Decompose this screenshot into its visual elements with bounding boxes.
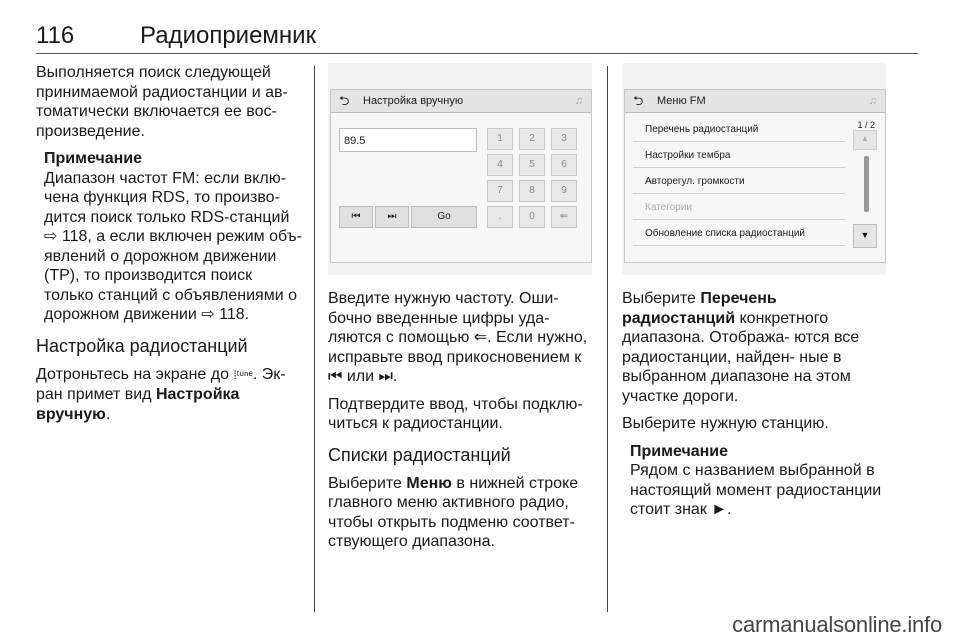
list-item[interactable]: Обновление списка радиостанций <box>633 222 845 246</box>
music-note-icon: ♫ <box>574 95 583 107</box>
key-5[interactable]: 5 <box>519 154 545 176</box>
column-divider <box>607 66 608 612</box>
key-9[interactable]: 9 <box>551 180 577 202</box>
section-heading: Списки радиостанций <box>328 444 511 465</box>
note-title: Примечание <box>44 150 143 167</box>
page-header <box>36 22 916 52</box>
paragraph <box>328 474 596 552</box>
page-number: 116 <box>36 22 75 49</box>
column-3 <box>622 63 892 530</box>
text: в нижней строке главного меню активного радио, чтобы открыть подменю соответ- ствующего диапазона. <box>328 474 579 550</box>
list-item[interactable]: Перечень радиостанций <box>633 118 845 142</box>
tune-icon: ⁞ᵗᵘⁿᵉ <box>233 367 253 382</box>
screen-title: Меню FM <box>657 95 706 107</box>
text: . <box>105 405 111 423</box>
backspace-key[interactable]: ⇐ <box>551 206 577 228</box>
scroll-down-button[interactable]: ▼ <box>853 224 877 248</box>
back-icon[interactable]: ⮌ <box>633 93 644 108</box>
column-1 <box>36 63 302 432</box>
key-4[interactable]: 4 <box>487 154 513 176</box>
key-0[interactable]: 0 <box>519 206 545 228</box>
paragraph <box>622 289 892 406</box>
screenshot-fm-menu <box>622 63 886 275</box>
go-button[interactable]: Go <box>411 206 477 228</box>
text: . Эк- ран примет вид <box>36 365 286 403</box>
paragraph: Введите нужную частоту. Оши- бочно введенные цифры уда- ляются с помощью ⇐. Если нужно, исправьте ввод прикосновением к ⏮ или ⏭. <box>328 290 588 385</box>
key-8[interactable]: 8 <box>519 180 545 202</box>
text: Выберите <box>328 474 402 492</box>
page-title: Радиоприемник <box>140 22 317 49</box>
frequency-input[interactable]: 89.5 <box>339 128 477 152</box>
list-item[interactable]: Категории <box>633 196 845 220</box>
header-rule <box>36 53 918 54</box>
column-2 <box>328 63 596 560</box>
back-icon[interactable]: ⮌ <box>339 93 350 108</box>
key-3[interactable]: 3 <box>551 128 577 150</box>
music-note-icon: ♫ <box>868 95 877 107</box>
note-box <box>630 442 892 520</box>
scrollbar-track[interactable] <box>855 152 877 218</box>
note-text: Рядом с названием выбранной в настоящий момент радиостанции стоит знак ►. <box>630 462 882 518</box>
fm-menu-screen <box>624 89 886 263</box>
note-box <box>44 149 302 325</box>
list-item[interactable]: Авторегул. громкости <box>633 170 845 194</box>
seek-back-button[interactable]: ⏮ <box>339 206 373 228</box>
page-indicator: 1 / 2 <box>857 120 875 130</box>
paragraph <box>36 365 302 425</box>
paragraph: Выполняется поиск следующей принимаемой радиостанции и ав- томатически включается ее вос- произведение. <box>36 64 288 140</box>
key-7[interactable]: 7 <box>487 180 513 202</box>
key-1[interactable]: 1 <box>487 128 513 150</box>
text: конкретного диапазона. Отобража- ются все радиостанции, найден- ные в выбранном диапазоне на этом участке дороги. <box>622 309 860 405</box>
text: Выберите <box>622 290 696 307</box>
seek-forward-button[interactable]: ⏭ <box>375 206 409 228</box>
note-title: Примечание <box>630 442 729 460</box>
paragraph: Подтвердите ввод, чтобы подклю- читься к радиостанции. <box>328 395 583 432</box>
manual-tuning-screen <box>330 89 592 263</box>
key-2[interactable]: 2 <box>519 128 545 150</box>
scroll-up-button[interactable]: ▲ <box>853 130 877 150</box>
scrollbar-thumb[interactable] <box>864 156 869 212</box>
key-dot[interactable]: . <box>487 206 513 228</box>
screen-title: Настройка вручную <box>363 95 464 107</box>
bold-text: Настройка вручную <box>36 386 240 423</box>
column-divider <box>314 66 315 612</box>
note-text: Диапазон частот FM: если вклю- чена функция RDS, то произво- дится поиск только RDS-станций ⇨ 118, а если включен режим объ- явлений о дорожном движении (TP), то производится поиск только станций с объявлениями о дорожном движении ⇨ 118. <box>44 169 302 323</box>
watermark: carmanualsonline.info <box>732 612 942 637</box>
list-item[interactable]: Настройки тембра <box>633 144 845 168</box>
title-bar <box>331 90 591 113</box>
bold-text: Перечень радиостанций <box>622 290 777 327</box>
bold-text: Меню <box>406 474 452 492</box>
screenshot-manual-tuning <box>328 63 592 275</box>
title-bar <box>625 90 885 113</box>
paragraph: Выберите нужную станцию. <box>622 415 829 432</box>
section-heading: Настройка радиостанций <box>36 335 248 356</box>
key-6[interactable]: 6 <box>551 154 577 176</box>
text: Дотроньтесь на экране до <box>36 365 229 383</box>
